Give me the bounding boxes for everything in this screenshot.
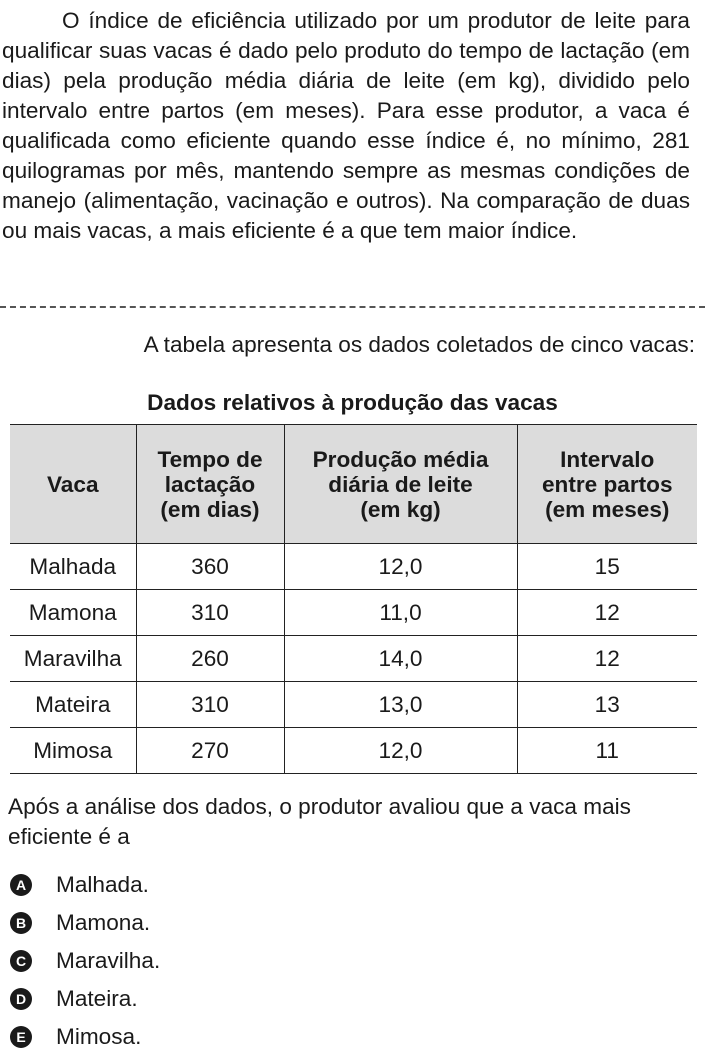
option-text: Mateira. [56,986,138,1011]
cell-tempo: 360 [136,544,284,590]
header-line: entre partos [541,471,673,497]
option-letter-badge: A [10,874,32,896]
answer-options [10,866,160,1056]
option-text: Mamona. [56,910,151,935]
table-row [10,544,697,590]
cell-tempo: 310 [136,590,284,636]
cell-producao: 11,0 [284,590,517,636]
option-c[interactable] [10,942,160,980]
option-text: Maravilha. [56,948,161,973]
cell-vaca: Mimosa [10,728,136,774]
cell-producao: 14,0 [284,636,517,682]
header-line: Vaca [46,471,99,497]
option-a[interactable] [10,866,160,904]
option-d[interactable] [10,980,160,1018]
table-row [10,590,697,636]
cell-producao: 12,0 [284,728,517,774]
option-letter-badge: C [10,950,32,972]
cell-producao: 12,0 [284,544,517,590]
header-line: (em meses) [545,496,670,522]
table-caption: Dados relativos à produção das vacas [147,390,558,415]
header-line: Produção média [312,446,489,472]
table-header-row [10,425,697,544]
header-producao-media [284,425,517,544]
table-intro: A tabela apresenta os dados coletados de cinco vacas: [143,332,695,357]
dashed-divider [0,306,705,308]
cell-tempo: 270 [136,728,284,774]
header-intervalo-partos [517,425,697,544]
cell-tempo: 310 [136,682,284,728]
header-line: Tempo de [157,446,263,472]
cell-intervalo: 15 [517,544,697,590]
header-line: (em kg) [360,496,441,522]
header-vaca [10,425,136,544]
table-row [10,682,697,728]
table-row [10,636,697,682]
cell-intervalo: 12 [517,590,697,636]
question-text: Após a análise dos dados, o produtor avaliou que a vaca mais eficiente é a [8,794,631,849]
option-letter-badge: B [10,912,32,934]
cell-vaca: Mamona [10,590,136,636]
option-b[interactable] [10,904,160,942]
header-line: (em dias) [160,496,260,522]
option-letter-badge: E [10,1026,32,1048]
cell-vaca: Maravilha [10,636,136,682]
problem-paragraph: O índice de eficiência utilizado por um produtor de leite para qualificar suas vacas é dado pelo produto do tempo de lactação (em dias) pela produção média diária de leite (em kg), dividido pelo intervalo entre partos (em meses). Para esse produtor, a vaca é qualificada como eficiente quando esse índice é, no mínimo, 281 quilogramas por mês, mantendo sempre as mesmas condições de manejo (alimentação, vacinação e outros). Na comparação de duas ou mais vacas, a mais eficiente é a que tem maior índice. [2,8,690,243]
option-text: Malhada. [56,872,149,897]
option-e[interactable] [10,1018,160,1056]
cell-vaca: Mateira [10,682,136,728]
option-text: Mimosa. [56,1024,142,1049]
header-tempo-lactacao [136,425,284,544]
header-line: Intervalo [560,446,655,472]
cell-intervalo: 11 [517,728,697,774]
option-letter-badge: D [10,988,32,1010]
cell-intervalo: 12 [517,636,697,682]
cell-vaca: Malhada [10,544,136,590]
header-line: lactação [164,471,256,497]
cell-intervalo: 13 [517,682,697,728]
table-row [10,728,697,774]
cow-data-table [10,424,697,774]
cell-tempo: 260 [136,636,284,682]
cell-producao: 13,0 [284,682,517,728]
header-line: diária de leite [328,471,473,497]
